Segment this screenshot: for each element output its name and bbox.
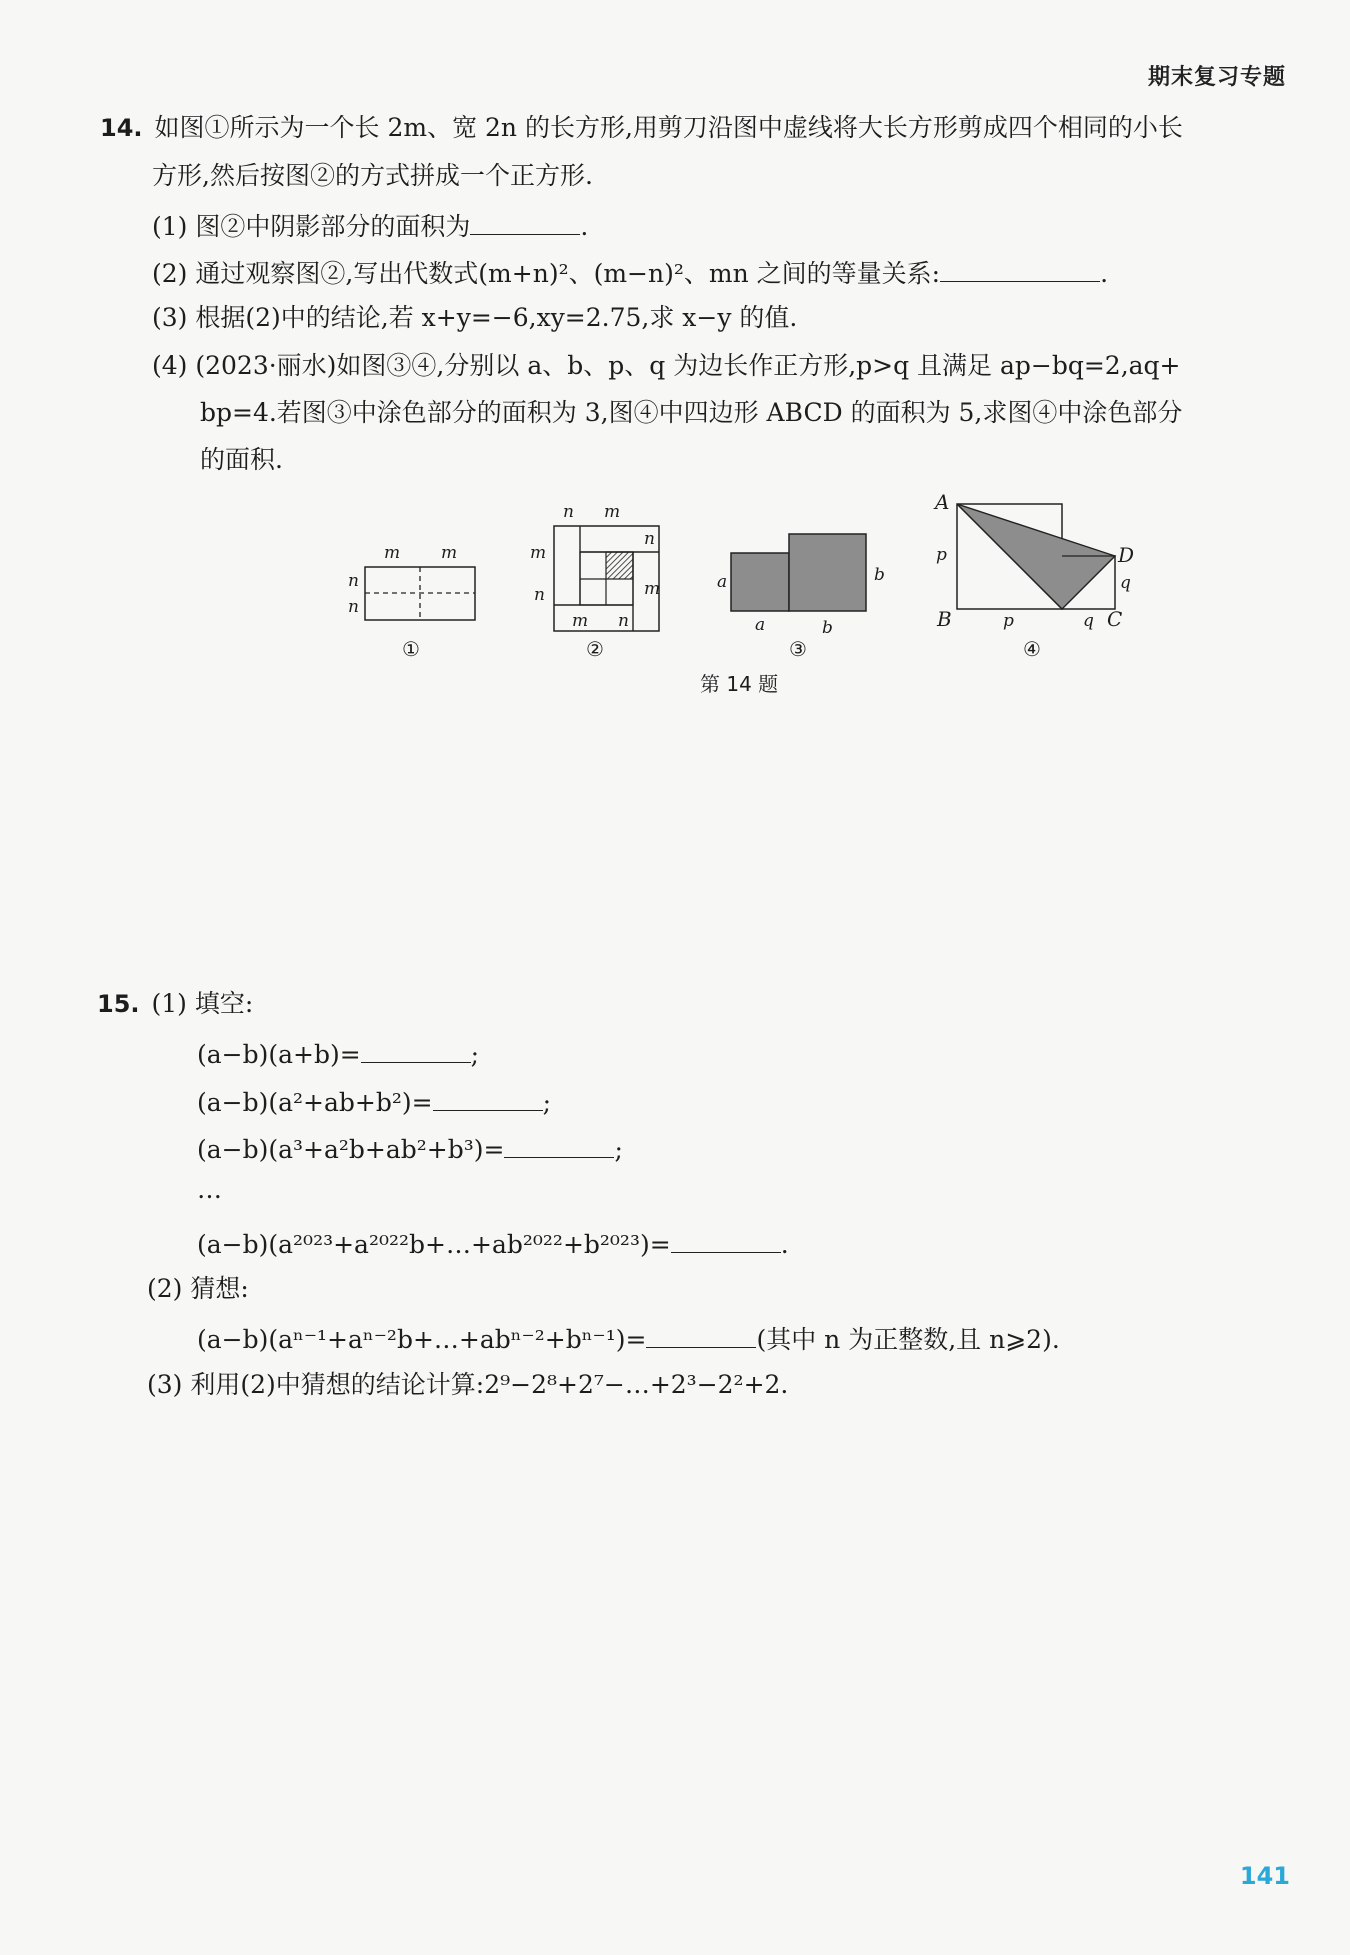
q15-expr1	[197, 1036, 479, 1071]
answer-blank[interactable]	[504, 1131, 614, 1158]
fig3-label: b	[874, 565, 885, 585]
q15-part2-head: (2) 猜想:	[147, 1274, 249, 1303]
q14-part3: (3) 根据(2)中的结论,若 x+y=−6,xy=2.75,求 x−y 的值.	[152, 303, 798, 332]
q15-expr5	[197, 1321, 1060, 1356]
fig2-label: m	[644, 579, 661, 599]
q15-expr5-text: (a−b)(aⁿ⁻¹+aⁿ⁻²b+…+abⁿ⁻²+bⁿ⁻¹)=	[197, 1325, 647, 1354]
fig2-label: n	[534, 585, 545, 605]
answer-blank[interactable]	[940, 255, 1100, 282]
section-title: 期末复习专题	[1147, 65, 1286, 90]
answer-blank[interactable]	[646, 1321, 756, 1348]
q14-stem-text1: 如图①所示为一个长 2m、宽 2n 的长方形,用剪刀沿图中虚线将大长方形剪成四个相同的小长	[154, 113, 1183, 142]
figure-3	[717, 534, 885, 661]
fig2-label: n	[644, 529, 655, 549]
fig2-label: n	[618, 611, 629, 631]
q14-part2	[152, 255, 1108, 290]
q15-expr1-text: (a−b)(a+b)=	[197, 1040, 361, 1069]
q14-stem-line1	[100, 112, 1183, 144]
fig4-label: B	[937, 607, 952, 631]
fig4-label: C	[1107, 607, 1123, 631]
q15-expr3-text: (a−b)(a³+a²b+ab²+b³)=	[197, 1135, 505, 1164]
fig1-caption: ①	[402, 637, 420, 661]
fig1-label: m	[441, 543, 458, 563]
fig2-caption: ②	[586, 637, 604, 661]
q14-part4-line3: 的面积.	[200, 445, 283, 474]
fig3-label: a	[717, 572, 728, 592]
figure-2	[530, 502, 660, 661]
fig3-label: b	[822, 618, 833, 638]
fig4-label: q	[1120, 573, 1131, 593]
answer-blank[interactable]	[361, 1036, 471, 1063]
answer-blank[interactable]	[433, 1084, 543, 1111]
q14-part1-end: .	[580, 212, 589, 241]
q14-part2-end: .	[1100, 259, 1109, 288]
q15-part1-text: (1) 填空:	[151, 989, 254, 1018]
q14-part1-text: (1) 图②中阴影部分的面积为	[152, 212, 471, 241]
answer-blank[interactable]	[671, 1226, 781, 1253]
q14-part4-line2: bp=4.若图③中涂色部分的面积为 3,图④中四边形 ABCD 的面积为 5,求图④中涂色部分	[200, 398, 1183, 427]
fig3-caption: ③	[789, 637, 807, 661]
fig1-label: m	[384, 543, 401, 563]
fig2-label: m	[604, 502, 621, 522]
q15-part3: (3) 利用(2)中猜想的结论计算:2⁹−2⁸+2⁷−…+2³−2²+2.	[147, 1370, 789, 1399]
fig4-label: D	[1118, 543, 1135, 567]
answer-blank[interactable]	[470, 208, 580, 235]
q14-part2-text: (2) 通过观察图②,写出代数式(m+n)²、(m−n)²、mn 之间的等量关系:	[152, 259, 941, 288]
fig4-label: A	[935, 490, 950, 514]
fig4-label: q	[1083, 611, 1094, 631]
figure-1	[348, 543, 475, 661]
q15-expr1-end: ;	[470, 1040, 480, 1069]
fig3-label: a	[755, 615, 766, 635]
fig2-label: m	[572, 611, 589, 631]
figure-4	[933, 490, 1134, 661]
q15-expr2-text: (a−b)(a²+ab+b²)=	[197, 1088, 433, 1117]
q14-part1	[152, 208, 588, 243]
q14-part4-line1: (4) (2023·丽水)如图③④,分别以 a、b、p、q 为边长作正方形,p>q 且满足 ap−bq=2,aq+	[152, 351, 1181, 380]
q15-expr3-end: ;	[614, 1135, 623, 1164]
q15-dots: …	[197, 1175, 222, 1204]
q15-expr3	[197, 1131, 623, 1166]
q15-expr5-end: (其中 n 为正整数,且 n⩾2).	[756, 1325, 1060, 1354]
fig2-label: n	[563, 502, 574, 522]
q14-stem-line2: 方形,然后按图②的方式拼成一个正方形.	[152, 161, 593, 190]
q14-number: 14.	[100, 114, 143, 142]
q15-expr2-end: ;	[542, 1088, 552, 1117]
fig4-caption: ④	[1023, 637, 1041, 661]
fig2-label: m	[530, 543, 547, 563]
figure-caption: 第 14 题	[700, 672, 779, 696]
page-number: 141	[1239, 1862, 1290, 1890]
q15-expr4-end: .	[780, 1230, 789, 1259]
q15-expr4-text: (a−b)(a²⁰²³+a²⁰²²b+…+ab²⁰²²+b²⁰²³)=	[197, 1230, 671, 1259]
q15-number: 15.	[97, 990, 140, 1018]
q15-expr4	[197, 1226, 789, 1261]
q15-expr2	[197, 1084, 551, 1119]
fig4-label: p	[1003, 611, 1014, 631]
q15-part1-head	[97, 988, 253, 1020]
fig1-label: n	[348, 597, 359, 617]
q14-figures	[0, 490, 1350, 710]
fig4-label: p	[936, 545, 947, 565]
fig1-label: n	[348, 571, 359, 591]
